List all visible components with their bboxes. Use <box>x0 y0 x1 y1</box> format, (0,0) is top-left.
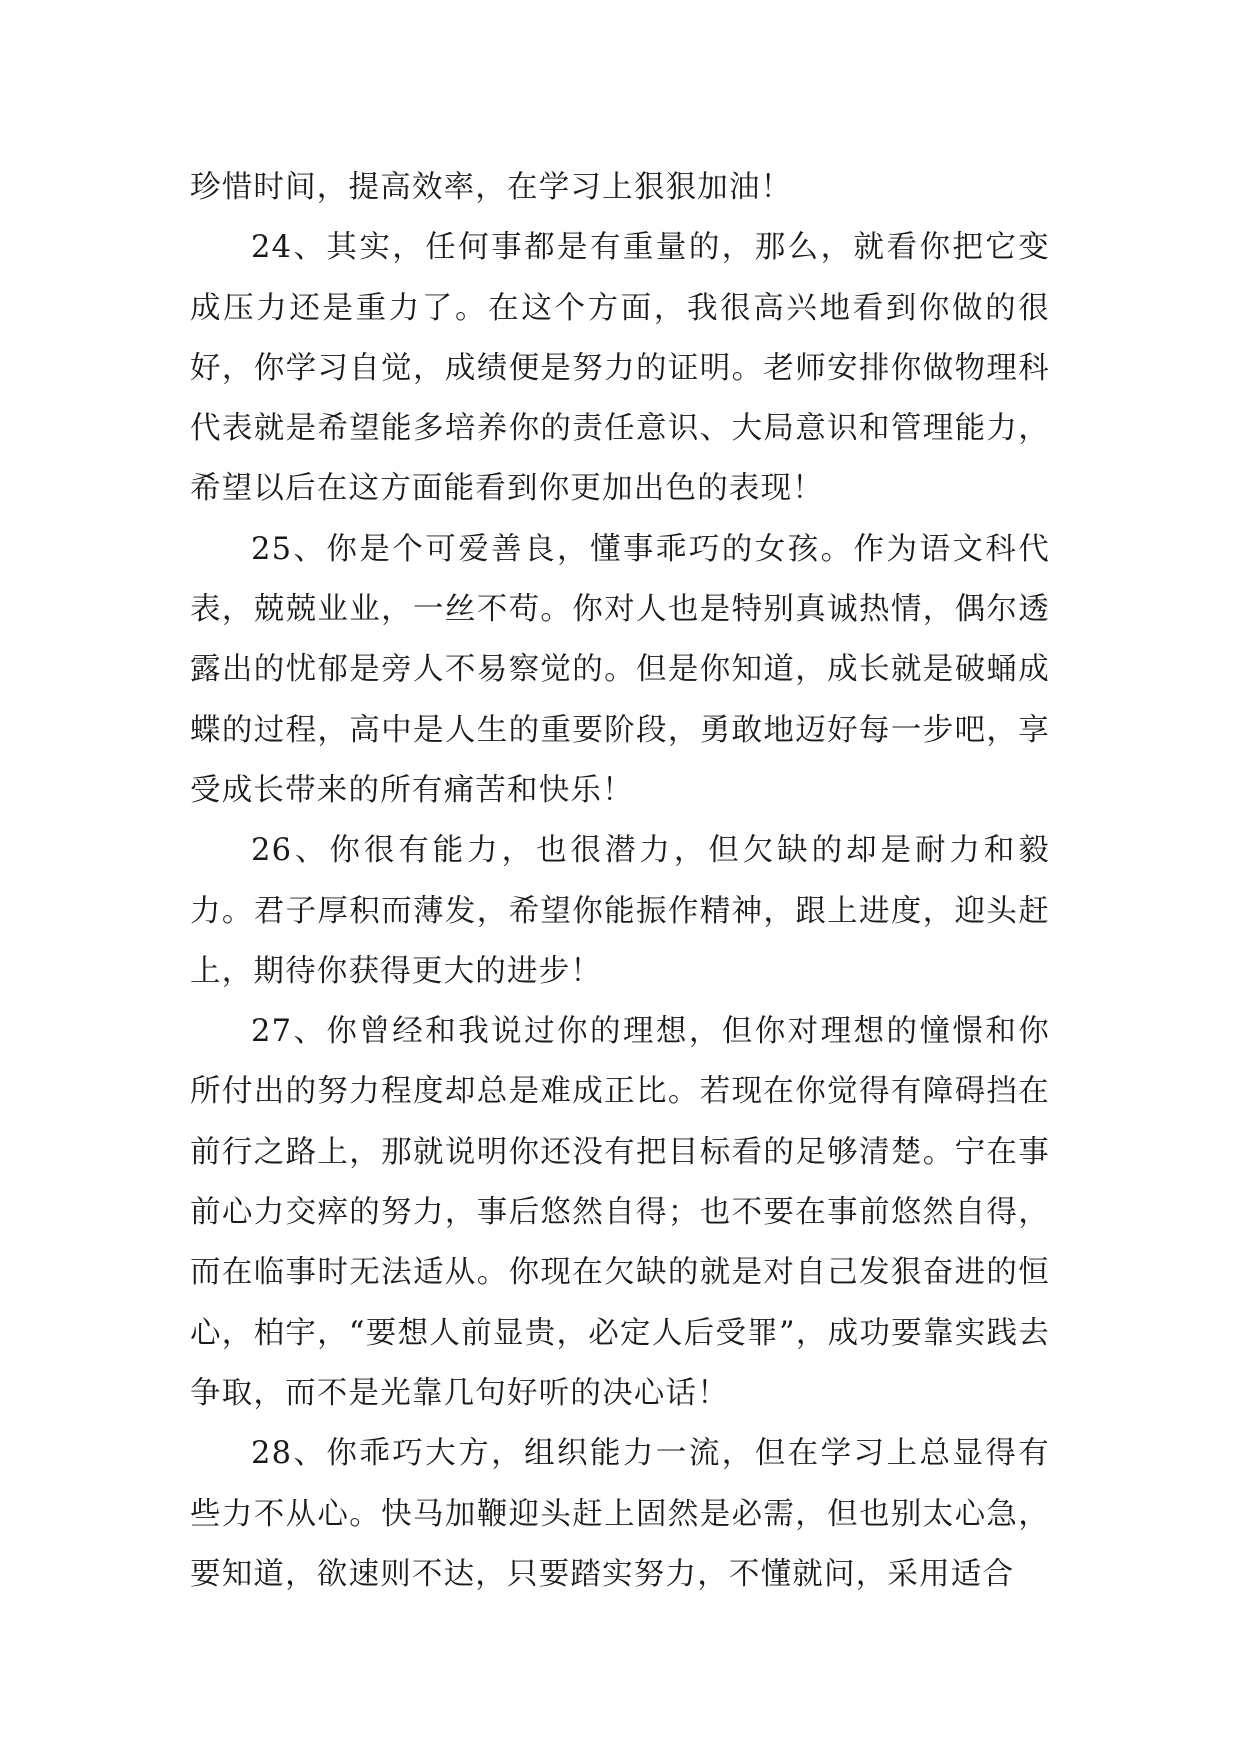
paragraph-28: 28、你乖巧大方，组织能力一流，但在学习上总显得有些力不从心。快马加鞭迎头赶上固然是必需，但也别太心急，要知道，欲速则不达，只要踏实努力，不懂就问，采用适合 <box>190 1436 1050 1592</box>
paragraph-25: 25、你是个可爱善良，懂事乖巧的女孩。作为语文科代表，兢兢业业，一丝不苟。你对人也是特别真诚热情，偶尔透露出的忧郁是旁人不易察觉的。但是你知道，成长就是破蛹成蝶的过程，高中是人生的重要阶段，勇敢地迈好每一步吧，享受成长带来的所有痛苦和快乐！ <box>190 531 1050 808</box>
document-body <box>190 158 1050 1605</box>
paragraph-27: 27、你曾经和我说过你的理想，但你对理想的憧憬和你所付出的努力程度却总是难成正比。若现在你觉得有障碍挡在前行之路上，那就说明你还没有把目标看的足够清楚。宁在事前心力交瘁的努力，事后悠然自得；也不要在事前悠然自得，而在临事时无法适从。你现在欠缺的就是对自己发狠奋进的恒心，柏宇，“要想人前显贵，必定人后受罪”，成功要靠实践去争取，而不是光靠几句好听的决心话！ <box>190 1014 1050 1411</box>
paragraph-continuation: 珍惜时间，提高效率，在学习上狠狠加油！ <box>190 170 793 205</box>
paragraph-24: 24、其实，任何事都是有重量的，那么，就看你把它变成压力还是重力了。在这个方面，我很高兴地看到你做的很好，你学习自觉，成绩便是努力的证明。老师安排你做物理科代表就是希望能多培养你的责任意识、大局意识和管理能力，希望以后在这方面能看到你更加出色的表现！ <box>190 230 1050 507</box>
paragraph-26: 26、你很有能力，也很潜力，但欠缺的却是耐力和毅力。君子厚积而薄发，希望你能振作精神，跟上进度，迎头赶上，期待你获得更大的进步！ <box>190 833 1050 989</box>
